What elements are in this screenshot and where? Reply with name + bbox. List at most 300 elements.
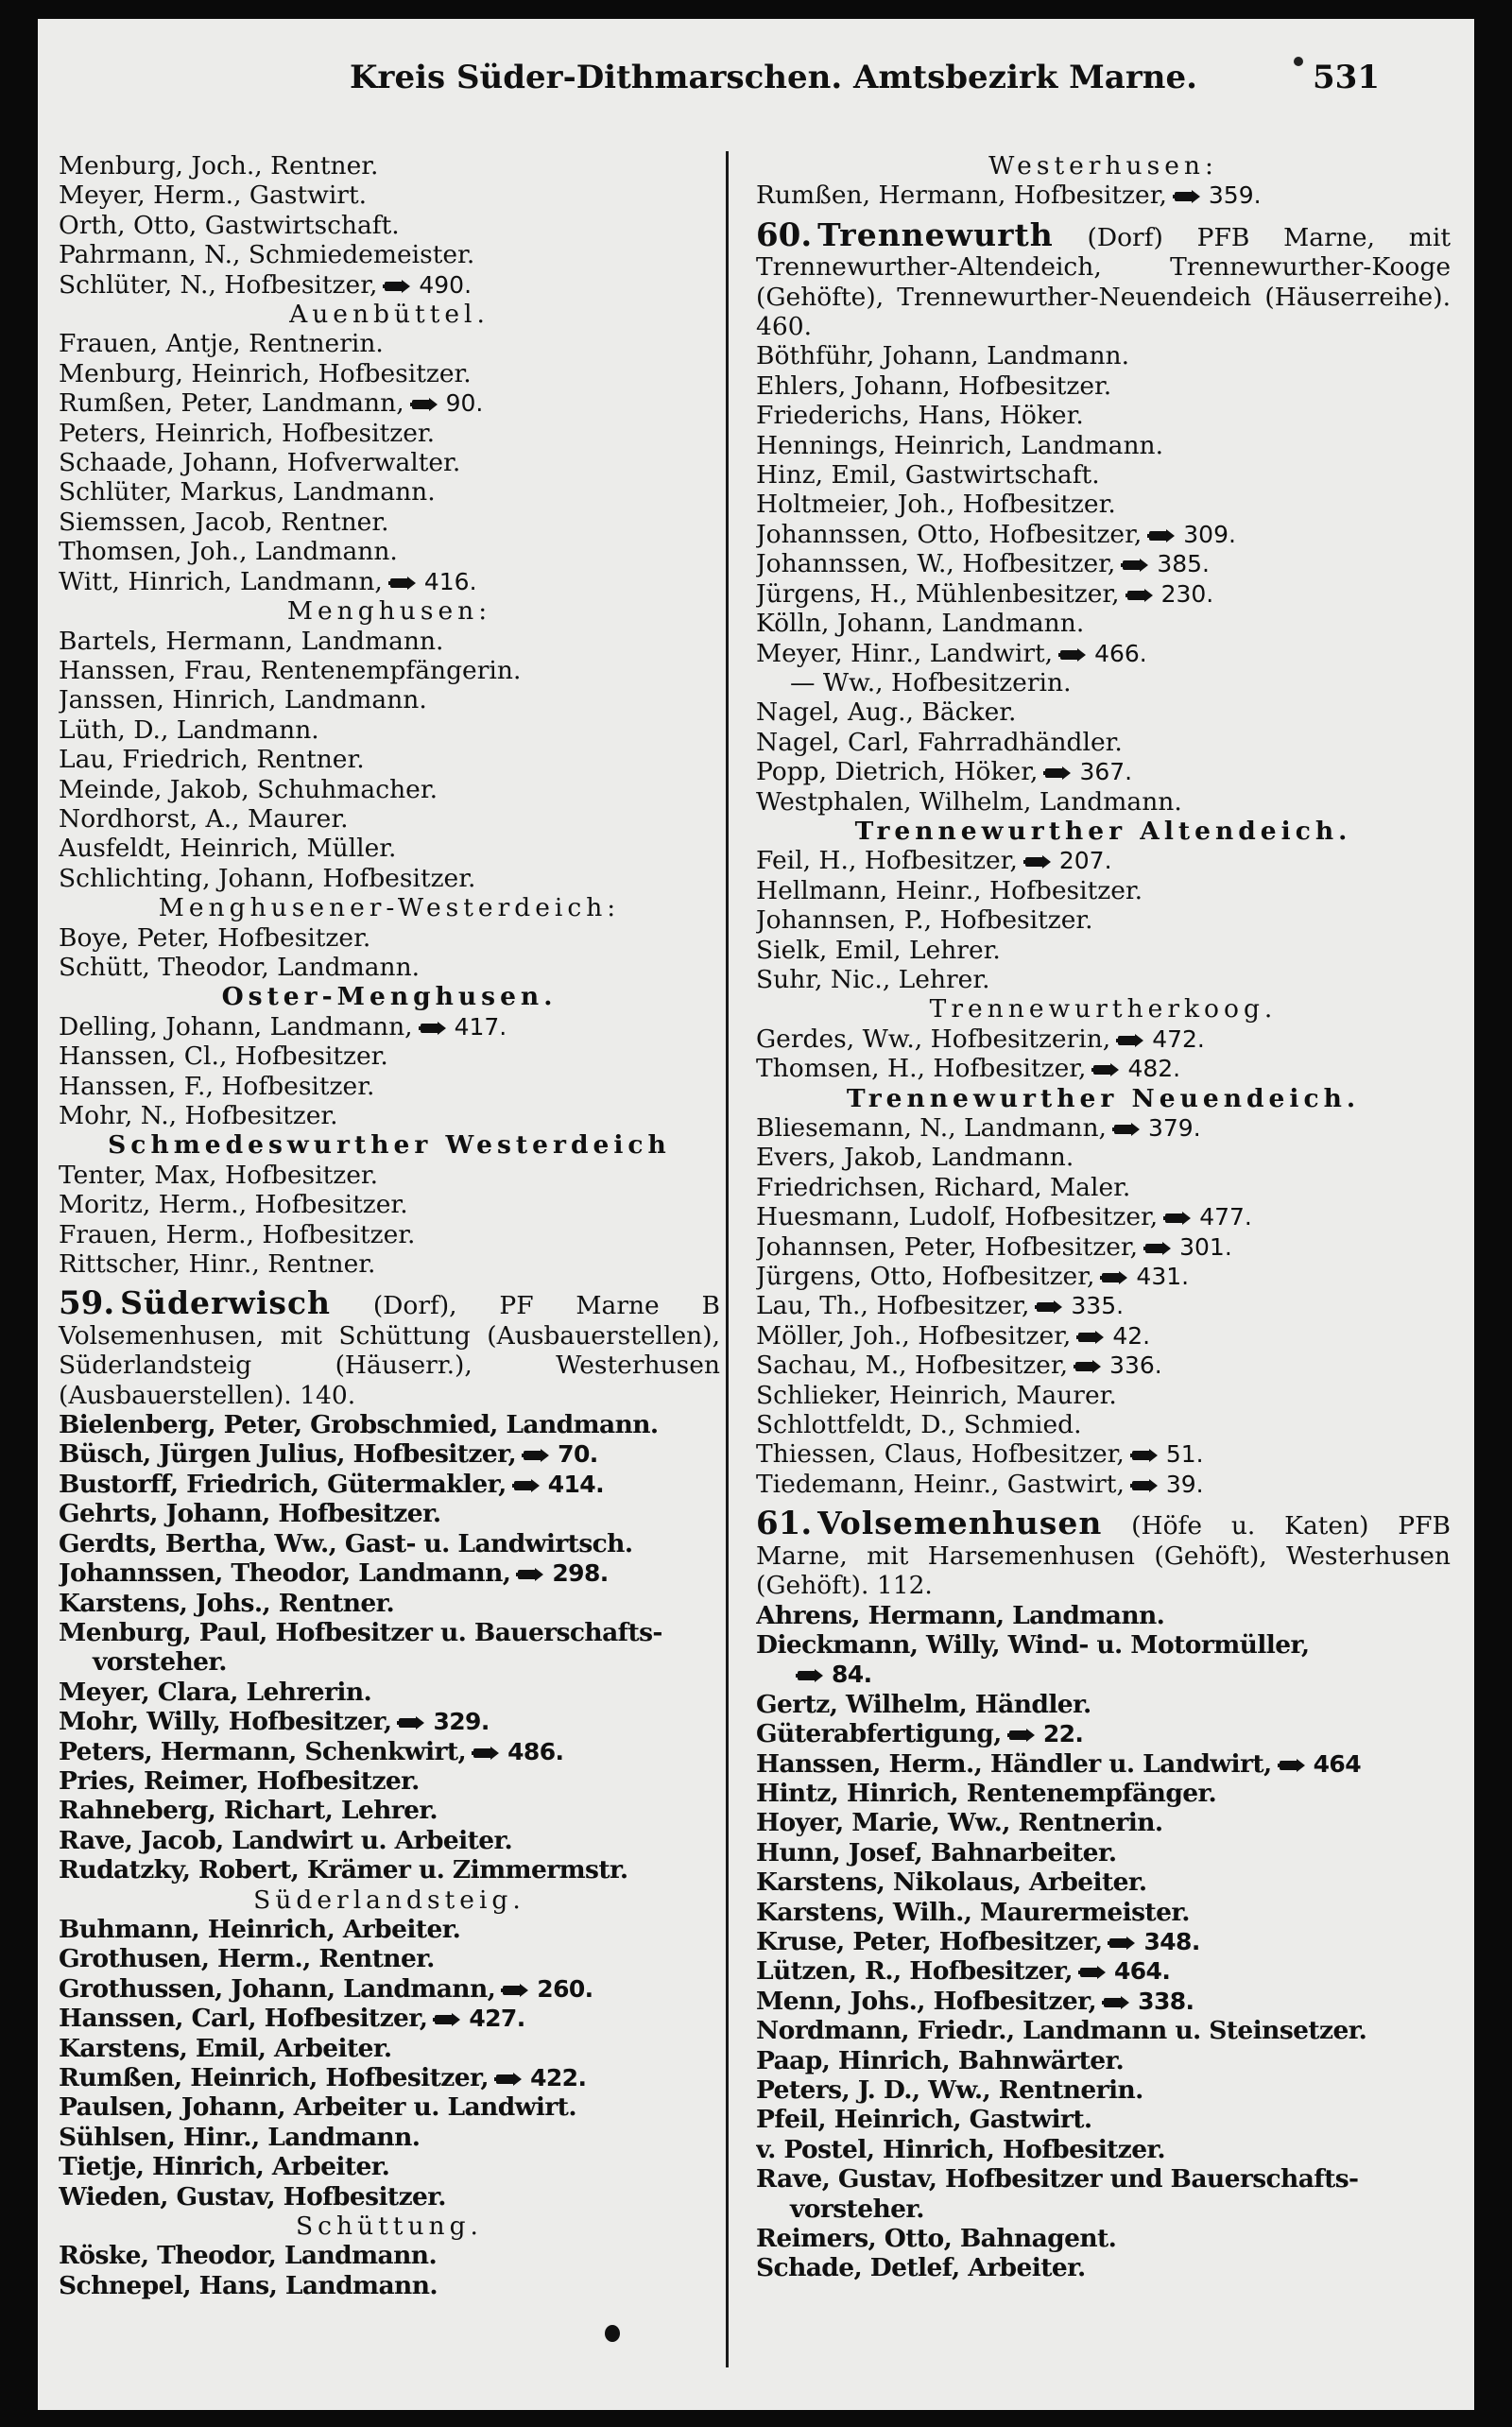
directory-entry [756,668,1451,697]
entry-text: Siemssen, Jacob, Rentner. [59,507,389,537]
directory-entry [756,787,1451,817]
entry-text: Karstens, Johs., Rentner. [59,1588,395,1618]
telephone-icon [1130,1448,1159,1463]
entry-text: Böthführ, Johann, Landmann. [756,341,1130,371]
entry-text: Evers, Jakob, Landmann. [756,1143,1074,1173]
entry-text: Popp, Dietrich, Höker, [756,757,1039,787]
entry-text: Schlieker, Heinrich, Maurer. [756,1380,1117,1410]
directory-entry [59,923,720,953]
telephone-number: 464 [1313,1749,1362,1778]
directory-entry [59,448,720,477]
telephone-icon [1121,558,1149,573]
directory-entry [59,2123,720,2152]
entry-text: Ahrens, Hermann, Landmann. [756,1600,1165,1630]
entry-text: Pries, Reimer, Hofbesitzer. [59,1765,420,1796]
directory-entry [756,1601,1451,1630]
telephone-icon [397,1715,425,1730]
entry-text: Rumßen, Peter, Landmann, [59,388,404,419]
entry-text: Moritz, Herm., Hofbesitzer. [59,1190,408,1220]
directory-entry [756,1202,1451,1231]
directory-entry [756,905,1451,935]
directory-entry [756,181,1451,210]
directory-entry [59,1470,720,1499]
entry-text: Suhr, Nic., Lehrer. [756,964,990,994]
directory-entry [756,1173,1451,1202]
telephone-number: 482. [1127,1055,1181,1083]
entry-text: Huesmann, Ludolf, Hofbesitzer, [756,1202,1159,1232]
entry-text: Pfeil, Heinrich, Gastwirt. [756,2105,1092,2135]
entry-text: Hinz, Emil, Gastwirtschaft. [756,460,1100,491]
telephone-icon [1108,1936,1136,1951]
directory-entry [756,2164,1451,2194]
entry-text: Wieden, Gustav, Hofbesitzer. [59,2181,446,2212]
section-heading: Westerhusen: [988,151,1218,181]
directory-entry [756,2253,1451,2282]
directory-entry [756,2195,1451,2224]
directory-entry [756,1351,1451,1380]
directory-entry [756,2046,1451,2075]
telephone-number: 336. [1109,1351,1162,1380]
place-number: 59. [59,1284,115,1323]
entry-text: Hanssen, Cl., Hofbesitzer. [59,1041,388,1072]
page-title: Kreis Süder-Dithmarschen. Amtsbezirk Marne. [350,59,1197,96]
entry-text: Ehlers, Johann, Hofbesitzer. [756,370,1112,401]
entry-text: Holtmeier, Joh., Hofbesitzer. [756,490,1116,520]
entry-text: Delling, Johann, Landmann, [59,1011,413,1041]
directory-entry [756,639,1451,668]
directory-entry [59,804,720,834]
telephone-number: 367. [1079,758,1133,786]
entry-text: Gerdes, Ww., Hofbesitzerin, [756,1024,1111,1054]
directory-entry [59,715,720,745]
entry-text: Friederichs, Hans, Höker. [756,401,1084,431]
telephone-number: 39. [1165,1470,1204,1498]
running-head [38,59,1474,115]
entry-text: Mohr, Willy, Hofbesitzer, [59,1707,392,1737]
entry-text: Hoyer, Marie, Ww., Rentnerin. [756,1808,1163,1838]
directory-entry [756,728,1451,757]
directory-entry [59,864,720,893]
directory-entry [756,431,1451,460]
directory-entry [59,537,720,566]
section-heading: Auenbüttel. [289,300,490,330]
directory-entry [59,359,720,388]
entry-text: Frauen, Antje, Rentnerin. [59,329,384,359]
telephone-icon [522,1448,550,1463]
directory-entry [756,2135,1451,2164]
entry-text: Schlottfeldt, D., Schmied. [756,1410,1082,1440]
entry-text: Meyer, Herm., Gastwirt. [59,181,368,211]
telephone-number: 22. [1042,1720,1084,1748]
telephone-number: 472. [1152,1024,1205,1053]
directory-entry [756,1262,1451,1291]
section-heading: Trennewurther Neuendeich. [846,1083,1361,1113]
directory-entry [59,1826,720,1855]
entry-text: Thomsen, Joh., Landmann. [59,537,398,567]
directory-entry [756,579,1451,609]
entry-text: Nordhorst, A., Maurer. [59,803,349,834]
directory-entry [756,1439,1451,1469]
entry-text: Tenter, Max, Hofbesitzer. [59,1160,379,1190]
directory-entry [59,1190,720,1219]
telephone-icon [383,279,411,294]
entry-text: Peters, Heinrich, Hofbesitzer. [59,418,436,448]
entry-text: Sielk, Emil, Lehrer. [756,935,1001,965]
telephone-icon [1023,854,1052,869]
entry-text: Rumßen, Hermann, Hofbesitzer, [756,181,1167,211]
directory-entry [756,1321,1451,1351]
entry-text: Hennings, Heinrich, Landmann. [756,430,1164,460]
directory-entry [59,1766,720,1796]
place-number: 61. [756,1505,813,1543]
telephone-number: 329. [433,1708,490,1736]
entry-text: Rudatzky, Robert, Krämer u. Zimmermstr. [59,1855,628,1885]
entry-text: Bartels, Hermann, Landmann. [59,626,444,656]
directory-entry [756,1410,1451,1439]
directory-entry [59,1410,720,1439]
directory-entry [756,1927,1451,1956]
directory-entry [59,1589,720,1618]
entry-text: Grothussen, Johann, Landmann, [59,1973,496,2004]
entry-text: Lau, Th., Hofbesitzer, [756,1291,1030,1321]
directory-entry [756,1232,1451,1262]
directory-entry [59,2271,720,2300]
directory-entry [59,627,720,656]
telephone-icon [501,1983,529,1998]
entry-text: Johannssen, Theodor, Landmann, [59,1558,511,1589]
entry-text: Schlüter, N., Hofbesitzer, [59,269,378,300]
telephone-icon [1078,1965,1107,1980]
section-heading: Schmedeswurther Westerdeich [108,1130,671,1161]
directory-entry [59,2034,720,2063]
directory-entry [59,1707,720,1736]
place-number: 60. [756,215,813,254]
telephone-number: 417. [454,1012,507,1041]
telephone-icon [512,1478,541,1493]
telephone-icon [1130,1478,1159,1493]
entry-text: Reimers, Otto, Bahnagent. [756,2224,1117,2254]
section-heading: Menghusener-Westerdeich: [158,893,621,923]
directory-entry [59,745,720,774]
telephone-number: 230. [1160,579,1214,608]
entry-text: Jürgens, H., Mühlenbesitzer, [756,578,1120,609]
directory-entry [59,1101,720,1130]
entry-text: Nagel, Carl, Fahrradhändler. [756,727,1123,757]
telephone-number: 51. [1165,1440,1204,1469]
directory-entry [59,508,720,537]
directory-entry [59,388,720,418]
directory-entry [756,549,1451,578]
section-heading: Oster-Menghusen. [221,982,558,1012]
place-paragraph [756,1505,1451,1601]
directory-entry [59,329,720,358]
entry-text: Thiessen, Claus, Hofbesitzer, [756,1439,1125,1470]
entry-text: Tiedemann, Heinr., Gastwirt, [756,1469,1125,1499]
section-heading: Trennewurther Altendeich. [854,816,1352,846]
directory-entry [756,697,1451,727]
entry-text: Rittscher, Hinr., Rentner. [59,1249,376,1280]
section-heading: Süderlandsteig. [253,1885,525,1915]
entry-text: Rahneberg, Richart, Lehrer. [59,1796,438,1826]
directory-entry [756,2224,1451,2253]
entry-text: Thomsen, H., Hofbesitzer, [756,1054,1087,1084]
telephone-number: 359. [1208,181,1262,210]
directory-entry [59,834,720,863]
telephone-icon [388,576,417,591]
entry-text: Hanssen, F., Hofbesitzer. [59,1071,375,1101]
telephone-icon [516,1567,544,1582]
directory-entry [59,151,720,181]
place-description: (Dorf), PF Marne B Volsemenhusen, mit Schüttung (Ausbauerstellen), Süderlandsteig (Häuserr.), Westerhusen (Ausbauerstellen). 140. [59,1291,720,1410]
entry-text: Karstens, Emil, Arbeiter. [59,2033,392,2063]
directory-entry [59,1220,720,1249]
right-column [756,151,1451,2283]
telephone-icon [1007,1728,1036,1743]
directory-entry [59,477,720,507]
entry-text: Frauen, Herm., Hofbesitzer. [59,1219,416,1249]
entry-text: Bustorff, Friedrich, Gütermakler, [59,1469,507,1499]
entry-text: Paap, Hinrich, Bahnwärter. [756,2045,1125,2075]
directory-entry [59,953,720,982]
entry-text: Mohr, N., Hofbesitzer. [59,1101,338,1130]
place-paragraph [59,1284,720,1410]
telephone-icon [410,397,438,412]
directory-entry [756,1381,1451,1410]
telephone-icon [1147,528,1176,543]
telephone-number: 70. [558,1440,598,1469]
telephone-number: 490. [419,270,472,299]
telephone-icon [433,2012,461,2027]
entry-text: Friedrichsen, Richard, Maler. [756,1172,1131,1202]
directory-entry [756,2075,1451,2105]
entry-text: Bliesemann, N., Landmann, [756,1113,1107,1143]
directory-entry [59,419,720,448]
directory-entry [756,1956,1451,1986]
directory-entry [59,2152,720,2181]
directory-entry [756,371,1451,401]
entry-text: Hanssen, Frau, Rentenempfängerin. [59,655,522,685]
entry-text: Hellmann, Heinr., Hofbesitzer. [756,875,1143,905]
telephone-icon [1091,1062,1120,1077]
entry-text: Karstens, Wilh., Maurermeister. [756,1897,1190,1927]
entry-text: Sühlsen, Hinr., Landmann. [59,2122,421,2152]
directory-entry [756,1779,1451,1808]
telephone-icon [1116,1033,1144,1048]
directory-entry [59,2241,720,2270]
entry-text: Orth, Otto, Gastwirtschaft. [59,210,400,240]
entry-text: Schütt, Theodor, Landmann. [59,952,421,982]
directory-entry [59,1529,720,1558]
entry-text: Nordmann, Friedr., Landmann u. Steinsetzer. [756,2016,1367,2046]
directory-entry [756,1291,1451,1320]
telephone-number: 42. [1112,1321,1151,1350]
directory-entry [59,1974,720,2004]
entry-text: Johannssen, W., Hofbesitzer, [756,549,1116,579]
directory-entry [59,1012,720,1041]
directory-entry [59,656,720,685]
directory-entry [59,1647,720,1677]
telephone-icon [1076,1330,1105,1345]
telephone-number: 385. [1157,550,1210,578]
entry-text: Hunn, Josef, Bahnarbeiter. [756,1837,1117,1868]
directory-entry [59,1737,720,1766]
telephone-icon [1043,766,1072,781]
entry-text: Lützen, R., Hofbesitzer, [756,1956,1073,1987]
telephone-icon [1100,1270,1128,1285]
telephone-number: 260. [537,1974,593,2003]
telephone-number: 309. [1183,520,1236,548]
section-heading: Trennewurtherkoog. [929,994,1278,1024]
directory-entry [59,1072,720,1101]
directory-entry [756,876,1451,905]
entry-text: vorsteher. [93,1647,227,1678]
place-description: (Dorf) PFB Marne, mit Trennewurther-Altendeich, Trennewurther-Kooge (Gehöfte), Trennewurther-Neuendeich (Häuserreihe). 460. [756,222,1451,342]
directory-entry [756,1808,1451,1837]
directory-entry [756,341,1451,370]
directory-entry [756,1660,1451,1689]
entry-text: Meyer, Hinr., Landwirt, [756,638,1054,668]
entry-text: v. Postel, Hinrich, Hofbesitzer. [756,2134,1166,2164]
entry-text: Pahrmann, N., Schmiedemeister. [59,240,475,270]
entry-text: Röske, Theodor, Landmann. [59,2241,438,2271]
directory-entry [756,936,1451,965]
entry-text: Menn, Johs., Hofbesitzer, [756,1986,1097,2016]
directory-entry [756,1470,1451,1499]
telephone-number: 90. [445,389,484,418]
entry-text: — Ww., Hofbesitzerin. [790,667,1072,697]
directory-entry [756,490,1451,519]
telephone-icon [796,1668,824,1683]
telephone-icon [1163,1211,1192,1226]
directory-entry [756,965,1451,994]
entry-text: Johannssen, Otto, Hofbesitzer, [756,519,1143,549]
entry-text: Schaade, Johann, Hofverwalter. [59,448,461,478]
entry-text: Johannsen, P., Hofbesitzer. [756,905,1093,936]
directory-entry [59,2004,720,2033]
entry-text: Paulsen, Johann, Arbeiter u. Landwirt. [59,2092,576,2123]
section-heading: Schüttung. [296,2212,483,2242]
directory-entry [59,1678,720,1707]
section-heading: Menghusen: [286,596,492,627]
entry-text: Menburg, Paul, Hofbesitzer u. Bauerschafts- [59,1617,662,1647]
entry-text: Nagel, Aug., Bäcker. [756,697,1017,728]
directory-entry [59,1558,720,1588]
place-name: Volsemenhusen [817,1505,1103,1542]
telephone-number: 207. [1058,847,1112,875]
directory-entry [59,1855,720,1885]
directory-entry [59,1041,720,1071]
telephone-icon [1143,1241,1172,1256]
telephone-number: 338. [1138,1987,1194,2015]
telephone-icon [1035,1300,1063,1315]
telephone-icon [419,1021,447,1036]
directory-entry [59,2092,720,2122]
telephone-number: 477. [1199,1203,1252,1231]
telephone-number: 427. [469,2005,525,2033]
entry-text: Hanssen, Herm., Händler u. Landwirt, [756,1748,1272,1779]
left-column [59,151,720,2300]
entry-text: Rave, Gustav, Hofbesitzer und Bauerschafts- [756,2164,1359,2195]
directory-entry [756,401,1451,430]
entry-text: Kruse, Peter, Hofbesitzer, [756,1926,1103,1956]
directory-entry [756,1054,1451,1083]
telephone-number: 464. [1113,1957,1171,1986]
directory-entry [59,181,720,210]
entry-text: Bielenberg, Peter, Grobschmied, Landmann. [59,1410,659,1440]
directory-entry [59,1249,720,1279]
entry-text: Schlichting, Johann, Hofbesitzer. [59,863,476,893]
directory-entry [59,1439,720,1469]
telephone-number: 301. [1179,1232,1232,1261]
telephone-icon [1278,1758,1306,1773]
telephone-number: 84. [832,1661,872,1689]
telephone-number: 414. [547,1470,604,1498]
telephone-number: 466. [1094,639,1147,667]
entry-text: Grothusen, Herm., Rentner. [59,1944,435,1974]
place-name: Trennewurth [817,215,1054,253]
column-divider [726,151,729,2367]
directory-entry [756,2016,1451,2045]
entry-text: Dieckmann, Willy, Wind- u. Motormüller, [756,1629,1310,1660]
directory-entry [756,2105,1451,2134]
entry-text: Tietje, Hinrich, Arbeiter. [59,2152,390,2182]
entry-text: Peters, J. D., Ww., Rentnerin. [756,2075,1143,2105]
directory-entry [756,1113,1451,1143]
telephone-number: 348. [1143,1927,1200,1955]
directory-entry [59,567,720,596]
directory-entry [756,1898,1451,1927]
telephone-number: 486. [507,1737,564,1765]
entry-text: Güterabfertigung, [756,1719,1002,1749]
page-number: 531 [1313,59,1380,96]
directory-entry [59,211,720,240]
entry-text: Menburg, Heinrich, Hofbesitzer. [59,358,472,388]
telephone-icon [1112,1122,1141,1137]
entry-text: Schlüter, Markus, Landmann. [59,477,436,508]
entry-text: Feil, H., Hofbesitzer, [756,846,1018,876]
entry-text: Karstens, Nikolaus, Arbeiter. [756,1868,1147,1898]
directory-entry [756,609,1451,638]
entry-text: Westphalen, Wilhelm, Landmann. [756,786,1182,817]
telephone-number: 431. [1136,1263,1190,1291]
directory-entry [756,846,1451,875]
entry-text: Sachau, M., Hofbesitzer, [756,1351,1069,1381]
entry-text: Lau, Friedrich, Rentner. [59,745,365,775]
directory-entry [59,1618,720,1647]
directory-entry [756,520,1451,549]
directory-entry [756,1719,1451,1748]
entry-text: Schnepel, Hans, Landmann. [59,2270,438,2300]
entry-text: Boye, Peter, Hofbesitzer. [59,922,371,953]
entry-text: Jürgens, Otto, Hofbesitzer, [756,1262,1095,1292]
place-description: (Höfe u. Katen) PFB Marne, mit Harsemenhusen (Gehöft), Westerhusen (Gehöft). 112. [756,1511,1451,1601]
directory-entry [59,2063,720,2092]
directory-entry [756,757,1451,786]
entry-text: Hanssen, Carl, Hofbesitzer, [59,2004,428,2034]
directory-entry [756,460,1451,490]
directory-entry [59,685,720,714]
telephone-icon [1102,1995,1130,2010]
directory-entry [756,1143,1451,1172]
directory-page [38,19,1474,2410]
telephone-number: 335. [1071,1292,1125,1320]
ink-blot [605,2325,620,2342]
directory-entry [59,775,720,804]
entry-text: Johannsen, Peter, Hofbesitzer, [756,1231,1139,1262]
directory-entry [756,1749,1451,1779]
directory-entry [59,2182,720,2212]
entry-text: Peters, Hermann, Schenkwirt, [59,1736,467,1766]
